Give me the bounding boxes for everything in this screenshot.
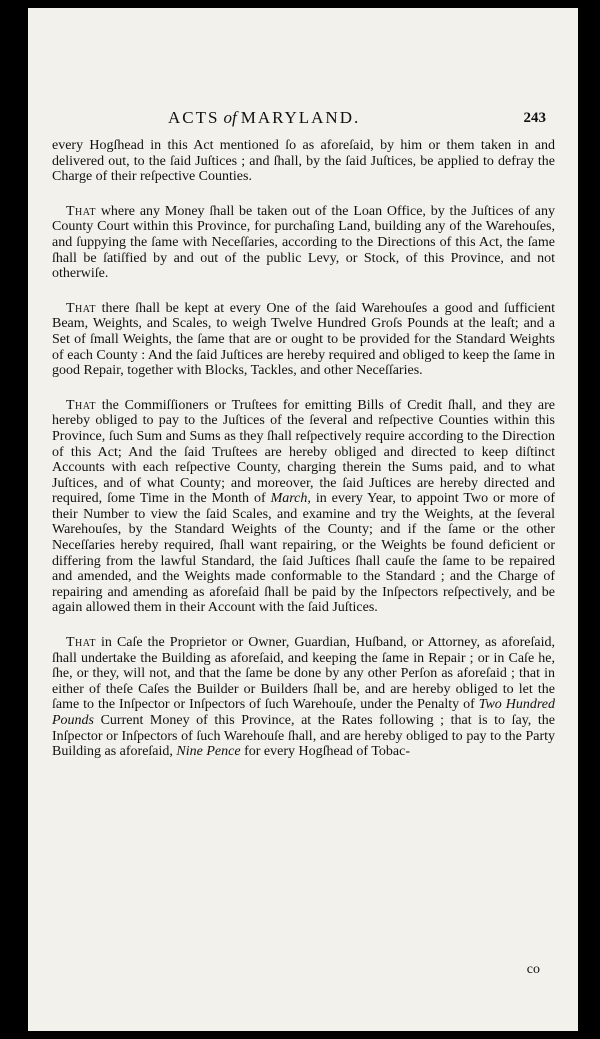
title-maryland: MARYLAND. <box>240 108 361 127</box>
paragraph-4-lead: That <box>66 397 96 413</box>
running-head <box>168 108 360 128</box>
paragraph-2-lead: That <box>66 203 96 219</box>
title-of: of <box>223 108 237 127</box>
paragraph-2 <box>52 204 555 282</box>
paragraph-2-text: where any Money ſhall be taken out of the Loan Office, by the Juſtices of any County Court within this Province, for purchaſing Land, building any of the Warehouſes, and ſuppying the ſame with Neceſſaries, according to the Directions of this Act, the ſame ſhall be ſatiſfied by and out of the public Levy, or Stock, of this Province, and not otherwiſe. <box>52 203 555 282</box>
paragraph-1 <box>52 138 555 185</box>
paragraph-4-text-b: , in every Year, to appoint Two or more of their Number to view the ſaid Scales, and examine and try the Weights, at the ſeveral Warehouſes, by the Standard Weights of the County; and if the ſame or the other Neceſſaries hereby required, ſhall want repairing, or the Weights be found deficient or differing from the lawful Standard, the ſaid Juſtices ſhall cauſe the ſame to be repaired and amended, and the Weights made conformable to the Standard ; and the Charge of repairing and amending as aforeſaid ſhall be paid by the Inſpectors reſpectively, and be again allowed them in their Account with the ſaid Juſtices. <box>52 491 555 616</box>
paragraph-4-text-a: the Commiſſioners or Truſtees for emitting Bills of Credit ſhall, and they are hereby obliged to pay to the Juſtices of the ſeveral and reſpective Counties within this Province, ſuch Sum and Sums as they ſhall reſpectively require according to the Direction of this Act; And the ſaid Truſtees are hereby obliged and directed to keep diſtinct Accounts with each reſpective County, charging therein the Sums paid, and to what Juſtices, and of what County; and moreover, the ſaid Juſtices are hereby directed and required, ſome Time in the Month of <box>52 397 555 507</box>
paragraph-5-italic-rate: Nine Pence <box>176 744 241 760</box>
title-acts: ACTS <box>168 108 220 127</box>
document-page <box>28 8 578 1031</box>
paragraph-3-lead: That <box>66 300 96 316</box>
paragraph-5-text-c: for every Hogſhead of Tobac- <box>240 744 410 760</box>
paragraph-5 <box>52 635 555 760</box>
paragraph-3-text: there ſhall be kept at every One of the ſaid Warehouſes a good and ſufficient Beam, Weights, and Scales, to weigh Twelve Hundred Groſs Pounds at the leaſt; and a Set of ſmall Weights, the ſame that are or ought to be provided for the Standard Weights of each County : And the ſaid Juſtices are hereby required and obliged to keep the ſame in good Repair, together with Blocks, Tackles, and other Neceſſaries. <box>52 300 555 379</box>
document-body <box>52 138 555 779</box>
paragraph-1-text: every Hogſhead in this Act mentioned ſo as aforeſaid, by him or them taken in and delivered out, to the ſaid Juſtices ; and ſhall, by the ſaid Juſtices, be applied to defray the Charge of their reſpective Counties. <box>52 138 555 185</box>
paragraph-3 <box>52 301 555 379</box>
paragraph-4-italic-march: March <box>270 491 308 507</box>
paragraph-5-lead: That <box>66 635 96 651</box>
paragraph-5-text-b: Current Money of this Province, at the Rates following ; that is to ſay, the Inſpector or Inſpectors of ſuch Warehouſe ſhall, and are hereby obliged to pay to the Party Building as aforeſaid, <box>52 713 555 760</box>
paragraph-4 <box>52 398 555 616</box>
page-header <box>28 108 578 132</box>
paragraph-5-text-a: in Caſe the Proprietor or Owner, Guardian, Huſband, or Attorney, as aforeſaid, ſhall undertake the Building as aforeſaid, and keeping the ſame in Repair ; or in Caſe he, ſhe, or they, will not, and that the ſame be done by any other Perſon as aforeſaid ; that in either of theſe Caſes the Builder or Builders ſhall be, and are hereby obliged to let the ſame to the Inſpector or Inſpectors of ſuch Warehouſe, under the Penalty of <box>52 635 555 713</box>
paragraph-5-italic-penalty: Two Hundred Pounds <box>52 697 555 728</box>
catchword: co <box>526 962 540 977</box>
page-number: 243 <box>523 110 546 126</box>
